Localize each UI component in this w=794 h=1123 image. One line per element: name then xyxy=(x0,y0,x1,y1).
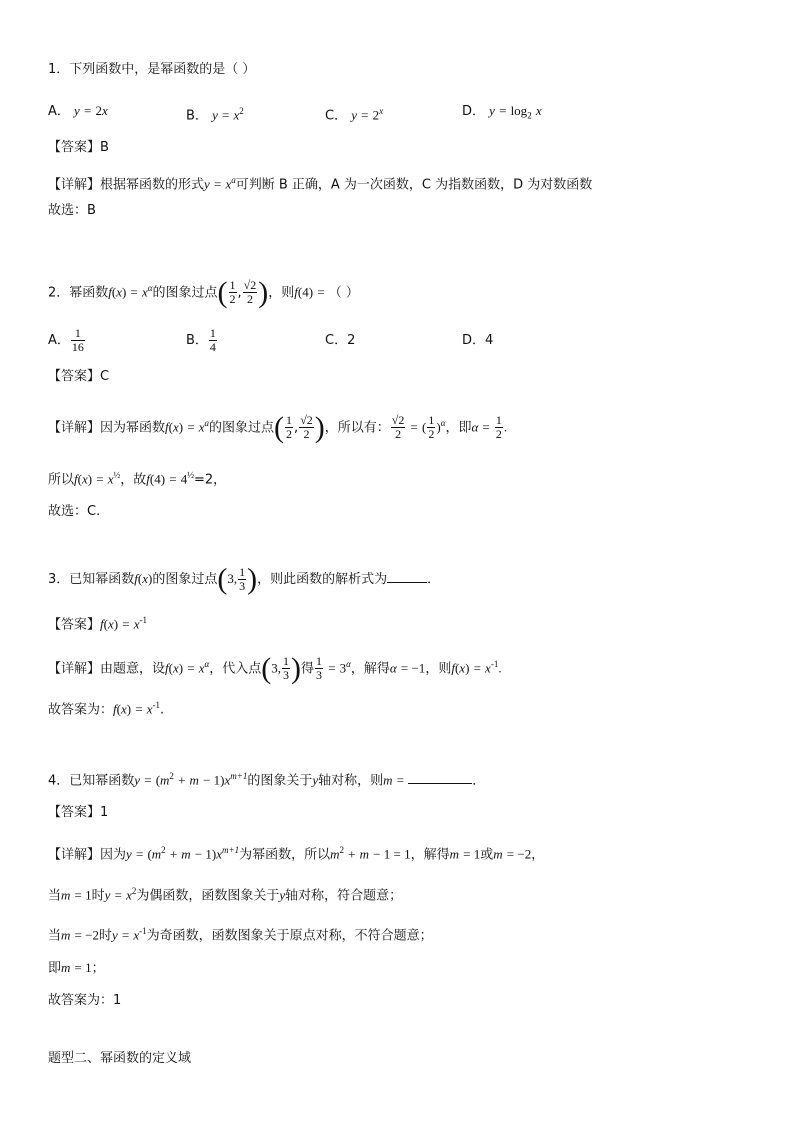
q4-detail-line3: 当m = −2时$y = x^{-1}$为奇函数，函数图象关于原点对称，不符合题意； xyxy=(48,926,433,944)
q2-option-c: C．2 xyxy=(325,333,356,348)
q3-conclusion: 故答案为：$f(x) = x^{-1}$. xyxy=(48,700,165,718)
q1-option-b: B． $y = x^2$ xyxy=(186,106,244,124)
section-title: 题型二、幂函数的定义域 xyxy=(48,1051,192,1066)
q3-answer-blank xyxy=(387,582,427,583)
q3-detail: 【详解】由题意，设$f(x) = x^\alpha$，代入点(3, $\frac{1}{3}$ )得 $\frac{1}{3}$ = $3^\alpha$，解得α = −1，则$f(x) = x^{-1}$. xyxy=(48,651,502,685)
q1-stem: 1．下列函数中，是幂函数的是（ ） xyxy=(48,62,256,77)
q1-detail: 【详解】根据幂函数的形式$y = x^a$可判断 B 正确，A 为一次函数，C 为指数函数，D 为对数函数 xyxy=(48,175,593,193)
q1-conclusion: 故选：B xyxy=(48,203,96,218)
q2-stem: 2．幂函数$f(x) = x^\alpha$的图象过点( $\frac{1}{2}$ , $\frac{√2}{2}$ )，则f(4) = （ ） xyxy=(48,275,359,309)
q4-detail-line4: 即m = 1； xyxy=(48,960,105,976)
q1-answer: 【答案】B xyxy=(48,140,109,155)
q2-detail: 【详解】因为幂函数$f(x) = x^a$的图象过点( $\frac{1}{2}$ , $\frac{√2}{2}$ )，所以有： $\frac{√2}{2}$ = ( $\frac{1}{2}$ )$^\alpha$，即α = $\frac{1}{2}$ . xyxy=(48,410,508,444)
q1-option-d: D． $y = \log_2 x$ xyxy=(462,103,542,121)
q2-option-a: A． $\frac{1}{16}$ xyxy=(48,326,84,354)
q2-option-b: B． $\frac{1}{4}$ xyxy=(186,326,216,354)
q4-answer: 【答案】1 xyxy=(48,805,109,820)
q4-answer-blank xyxy=(408,783,472,784)
q2-answer: 【答案】C xyxy=(48,369,110,384)
q2-detail-line2: 所以$f(x) = x^{\frac{1}{2}}$，故$f(4) = 4^{\frac{1}{2}}=2$， xyxy=(48,470,227,488)
q4-conclusion: 故答案为：1 xyxy=(48,993,122,1008)
q3-stem: 3．已知幂函数f(x)的图象过点(3, $\frac{1}{3}$ )，则此函数的解析式为 ． xyxy=(48,562,441,596)
q2-option-d: D．4 xyxy=(462,333,494,348)
q2-conclusion: 故选：C. xyxy=(48,504,101,519)
q3-answer: 【答案】$f(x) = x^{-1}$ xyxy=(48,615,148,633)
q4-detail-line2: 当m = 1时$y = x^2$为偶函数，函数图象关于y轴对称，符合题意； xyxy=(48,886,403,904)
q4-stem: 4．已知幂函数$y = (m^2 + m - 1)x^{m+1}$的图象关于y轴对称，则m = ． xyxy=(48,771,486,789)
q1-option-a: A． y = 2x xyxy=(48,103,108,119)
q4-detail: 【详解】因为$y = (m^2 + m - 1)x^{m+1}$为幂函数，所以$m^2 + m - 1 = 1$，解得m = 1或m = −2， xyxy=(48,845,545,863)
q1-option-c: C． y = 2$^x$ xyxy=(325,106,384,124)
